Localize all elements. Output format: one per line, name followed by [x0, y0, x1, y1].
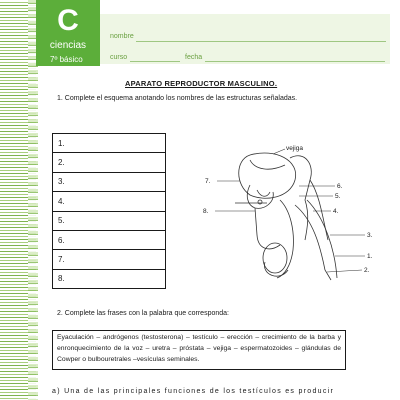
- date-field-line[interactable]: [205, 61, 385, 62]
- course-field-line[interactable]: [130, 61, 180, 62]
- answer-cell[interactable]: 5.: [53, 211, 166, 230]
- logo-letter: C: [57, 4, 79, 37]
- answer-cell[interactable]: 1.: [53, 134, 166, 153]
- answer-row: [53, 192, 166, 211]
- answer-cell[interactable]: 6.: [53, 230, 166, 249]
- name-field-line[interactable]: [136, 41, 386, 42]
- date-label: fecha: [185, 54, 203, 61]
- answer-table: [52, 133, 166, 289]
- sentence-a: a) Una de las principales funciones de los testículos es producir: [52, 388, 335, 395]
- label-3: 3.: [367, 232, 373, 239]
- student-info-bar: [100, 14, 390, 64]
- answer-cell[interactable]: 8.: [53, 269, 166, 288]
- label-8: 8.: [203, 208, 209, 215]
- answer-row: [53, 250, 166, 269]
- label-4: 4.: [333, 208, 339, 215]
- answer-row: [53, 153, 166, 172]
- label-7: 7.: [205, 178, 211, 185]
- answer-row: [53, 230, 166, 249]
- grade-label: 7º básico: [50, 55, 83, 64]
- answer-cell[interactable]: 2.: [53, 153, 166, 172]
- logo-subject: ciencias: [49, 40, 87, 51]
- label-6: 6.: [337, 183, 343, 190]
- label-5: 5.: [335, 193, 341, 200]
- answer-row: [53, 134, 166, 153]
- answer-row: [53, 211, 166, 230]
- label-1: 1.: [367, 253, 373, 260]
- question-1: 1. Complete el esquema anotando los nombres de las estructuras señaladas.: [57, 95, 298, 102]
- answer-row: [53, 269, 166, 288]
- name-label: nombre: [110, 33, 134, 40]
- label-2: 2.: [364, 267, 370, 274]
- word-bank: Eyaculación – andrógenos (testosterona) – testículo – erección – crecimiento de la barba y enronquecimiento de la voz – uretra – próstata – vejiga – espermatozoides – glándulas de Cowper o bulbouretrales –vesículas seminales.: [52, 330, 346, 370]
- answer-row: [53, 172, 166, 191]
- question-2: 2. Complete las frases con la palabra que corresponda:: [57, 310, 229, 317]
- answer-cell[interactable]: 7.: [53, 250, 166, 269]
- male-reproductive-diagram: [195, 140, 395, 290]
- answer-cell[interactable]: 3.: [53, 172, 166, 191]
- course-label: curso: [110, 54, 128, 61]
- answer-cell[interactable]: 4.: [53, 192, 166, 211]
- label-vejiga: vejiga: [286, 145, 303, 152]
- worksheet-title: APARATO REPRODUCTOR MASCULINO.: [125, 79, 278, 88]
